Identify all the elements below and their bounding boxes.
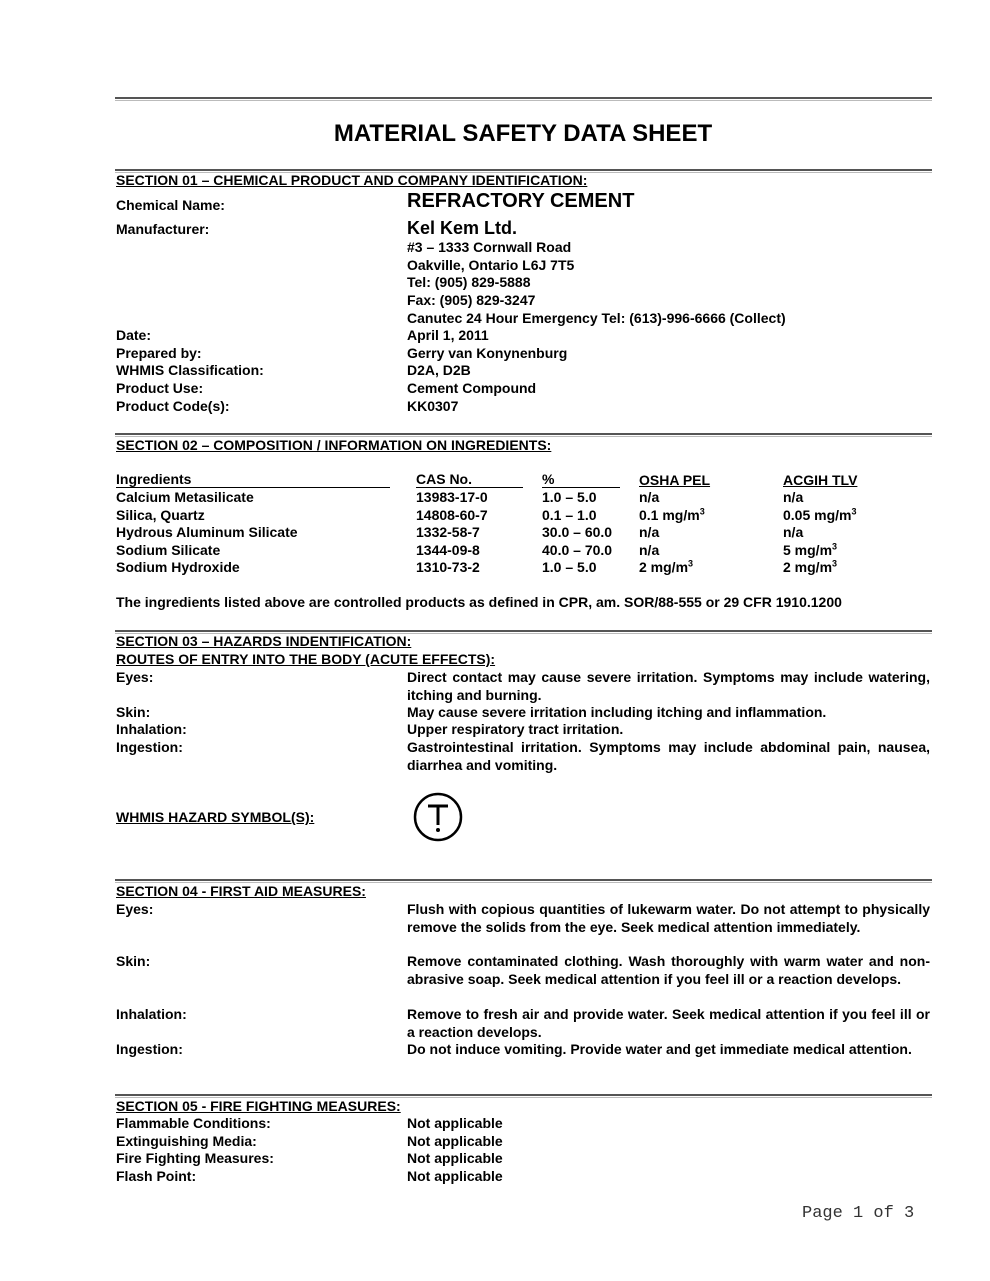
whmis-classification-value: D2A, D2B [407,362,471,378]
ingredient-name-text: Silica, Quartz [116,506,205,523]
s4-skin-label: Skin: [116,953,151,969]
prepared-by-label: Prepared by: [116,345,202,361]
ingredient-acgih-tlv-text: 2 mg/m [783,559,833,576]
ingredient-percent-text: 1.0 – 5.0 [542,559,597,576]
ingredient-osha-pel [639,489,659,507]
ingredient-cas-text: 1344-09-8 [416,541,480,558]
ingredient-cas [416,559,480,577]
ingredient-name-text: Sodium Hydroxide [116,559,240,576]
ingredient-percent [542,524,612,542]
ingredient-percent [542,542,612,560]
ingredient-name-text: Hydrous Aluminum Silicate [116,524,298,541]
section-02-heading: SECTION 02 – COMPOSITION / INFORMATION ON INGREDIENTS: [116,437,552,453]
ingredient-name-text: Sodium Silicate [116,541,221,558]
s3-inhalation-label: Inhalation: [116,721,187,737]
section-03-heading: SECTION 03 – HAZARDS INDENTIFICATION: [116,633,412,649]
ingredient-percent [542,489,597,507]
s5-item-label: Fire Fighting Measures: [116,1150,274,1166]
s3-eyes-label: Eyes: [116,669,154,685]
ingredient-acgih-tlv-superscript: 3 [832,541,838,552]
ingredient-percent-text: 40.0 – 70.0 [542,541,613,558]
ingredient-name [116,524,298,542]
ingredient-percent-text: 1.0 – 5.0 [542,489,597,505]
product-use-value: Cement Compound [407,380,537,396]
routes-of-entry-heading: ROUTES OF ENTRY INTO THE BODY (ACUTE EFFECTS): [116,651,496,667]
ingredients-header: Ingredients [116,472,390,488]
address-line-2: Oakville, Ontario L6J 7T5 [407,257,575,273]
s4-inhalation-text: Remove to fresh air and provide water. Seek medical attention if you feel ill or a reaction develops. [407,1006,930,1040]
ingredient-acgih-tlv-text: n/a [783,524,804,541]
top-rule [115,97,932,101]
ingredient-osha-pel-text: n/a [639,524,660,541]
fax-line: Fax: (905) 829-3247 [407,292,536,308]
ingredient-cas [416,542,480,560]
ingredient-osha-pel [639,524,659,542]
s5-item-label: Flash Point: [116,1168,197,1184]
ingredient-cas-text: 13983-17-0 [416,489,488,505]
manufacturer-label: Manufacturer: [116,221,210,237]
ingredient-percent-text: 0.1 – 1.0 [542,506,597,523]
date-label: Date: [116,327,152,343]
prepared-by-value: Gerry van Konynenburg [407,345,568,361]
section-04-heading: SECTION 04 - FIRST AID MEASURES: [116,883,366,899]
s3-skin-label: Skin: [116,704,151,720]
s4-eyes-label: Eyes: [116,901,154,917]
s3-skin-text: May cause severe irritation including itching and inflammation. [407,704,827,720]
ingredient-name [116,507,205,525]
ingredient-osha-pel-text: n/a [639,541,660,558]
ingredient-cas-text: 14808-60-7 [416,506,488,523]
ingredient-cas [416,524,480,542]
ingredient-osha-pel-text: n/a [639,489,660,505]
ingredient-cas [416,489,488,507]
ingredient-osha-pel-superscript: 3 [688,558,694,569]
osha-header: OSHA PEL [639,472,711,488]
section-01-heading: SECTION 01 – CHEMICAL PRODUCT AND COMPANY IDENTIFICATION: [116,172,588,188]
s5-item-label: Flammable Conditions: [116,1115,271,1131]
manufacturer-value: Kel Kem Ltd. [407,218,518,238]
s3-eyes-text: Direct contact may cause severe irritation. Symptoms may include watering, itching and burning. [407,669,930,703]
product-use-label: Product Use: [116,380,204,396]
toxic-t-icon [413,792,463,842]
s3-ingestion-label: Ingestion: [116,739,183,755]
s4-skin-text: Remove contaminated clothing. Wash thoroughly with warm water and non-abrasive soap. Seek medical attention if you feel ill or a reaction develops. [407,953,930,987]
ingredient-name-text: Calcium Metasilicate [116,489,254,505]
page-number: Page 1 of 3 [802,1204,915,1223]
ingredient-osha-pel [639,507,705,525]
ingredient-acgih-tlv [783,489,803,507]
whmis-symbol-label: WHMIS HAZARD SYMBOL(S): [116,809,315,825]
s5-item-label: Extinguishing Media: [116,1133,257,1149]
s4-ingestion-label: Ingestion: [116,1041,183,1057]
ingredients-note: The ingredients listed above are controlled products as defined in CPR, am. SOR/88-555 or 29 CFR 1910.1200 [116,594,842,610]
ingredient-acgih-tlv-text: 0.05 mg/m [783,506,852,523]
ingredient-cas-text: 1332-58-7 [416,524,480,541]
section-05-heading: SECTION 05 - FIRE FIGHTING MEASURES: [116,1098,401,1114]
ingredient-acgih-tlv-superscript: 3 [851,505,857,516]
s5-item-value: Not applicable [407,1115,503,1131]
s3-inhalation-text: Upper respiratory tract irritation. [407,721,624,737]
ingredient-percent [542,559,597,577]
s4-ingestion-text: Do not induce vomiting. Provide water and get immediate medical attention. [407,1041,912,1057]
product-code-value: KK0307 [407,398,459,414]
cas-header: CAS No. [416,472,523,488]
ingredient-percent-text: 30.0 – 60.0 [542,524,613,541]
ingredient-cas-text: 1310-73-2 [416,559,480,576]
ingredient-acgih-tlv [783,559,837,577]
s5-item-value: Not applicable [407,1150,503,1166]
ingredient-cas [416,507,488,525]
product-code-label: Product Code(s): [116,398,230,414]
ingredient-osha-pel-text: 0.1 mg/m [639,506,700,523]
ingredient-name [116,542,220,560]
ingredient-percent [542,507,597,525]
whmis-classification-label: WHMIS Classification: [116,362,264,378]
ingredient-osha-pel [639,542,659,560]
ingredient-osha-pel-text: 2 mg/m [639,559,689,576]
ingredient-name [116,489,254,507]
ingredient-acgih-tlv-text: 5 mg/m [783,541,833,558]
s5-item-value: Not applicable [407,1168,503,1184]
ingredient-osha-pel [639,559,693,577]
s3-ingestion-text: Gastrointestinal irritation. Symptoms may include abdominal pain, nausea, diarrhea and vomiting. [407,739,930,773]
ingredient-acgih-tlv [783,542,837,560]
percent-header: % [542,472,620,488]
ingredient-name [116,559,240,577]
page-title: MATERIAL SAFETY DATA SHEET [333,120,713,147]
ingredient-osha-pel-superscript: 3 [699,505,705,516]
acgih-header: ACGIH TLV [783,472,858,488]
s5-item-value: Not applicable [407,1133,503,1149]
chemical-name-value: REFRACTORY CEMENT [407,190,635,212]
ingredient-acgih-tlv-superscript: 3 [832,558,838,569]
ingredient-acgih-tlv [783,524,803,542]
chemical-name-label: Chemical Name: [116,197,225,213]
s4-inhalation-label: Inhalation: [116,1006,187,1022]
ingredient-acgih-tlv [783,507,857,525]
emergency-line: Canutec 24 Hour Emergency Tel: (613)-996-6666 (Collect) [407,310,786,326]
address-line-1: #3 – 1333 Cornwall Road [407,239,572,255]
tel-line: Tel: (905) 829-5888 [407,274,531,290]
s4-eyes-text: Flush with copious quantities of lukewarm water. Do not attempt to physically remove the solids from the eye. Seek medical attention immediately. [407,901,930,935]
ingredient-acgih-tlv-text: n/a [783,489,804,505]
date-value: April 1, 2011 [407,327,489,343]
